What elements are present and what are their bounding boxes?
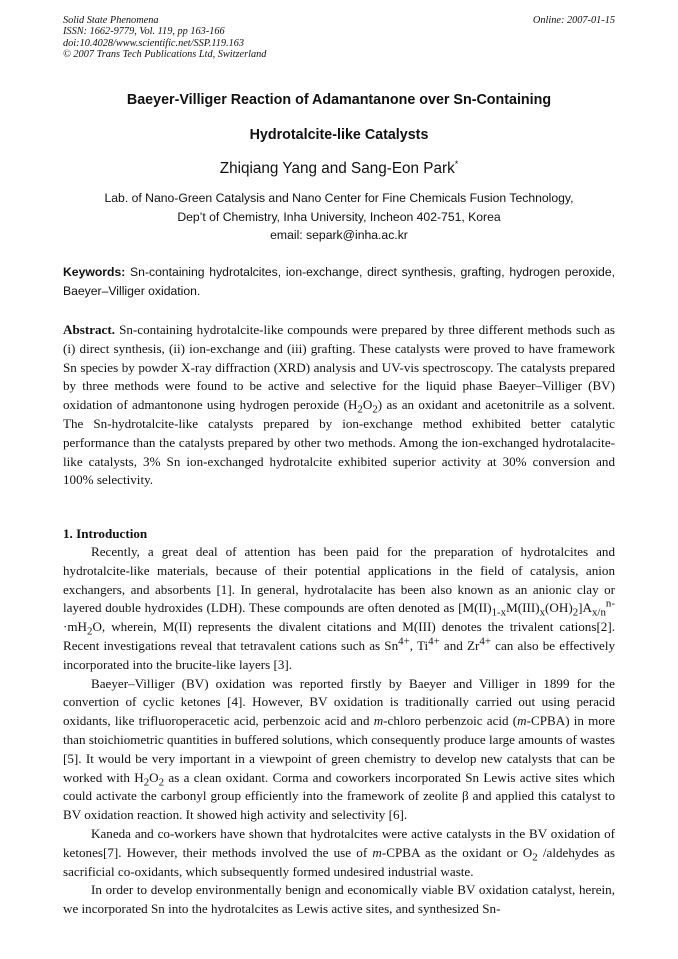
affiliation <box>0 189 678 245</box>
subscript: 2 <box>372 403 378 416</box>
text-run: M(III) <box>506 600 540 616</box>
text-run: ]A <box>578 600 592 616</box>
text-run: Kaneda and co-workers have shown that hydrotalcites were active catalysts in the BV oxidation of ketones[7]. However, their methods involved the use of <box>63 825 615 860</box>
text-run: ·mH <box>63 619 88 635</box>
text-run: (OH) <box>545 600 573 616</box>
journal-name: Solid State Phenomena <box>63 15 159 26</box>
text-run: Baeyer–Villiger (BV) oxidation was reported firstly by Baeyer and Villiger in 1899 for the convertion of cyclic ketones [4]. However, BV oxidation is traditionally carried out using peracid oxidants, like trifluoroperacetic acid, perbenzoic acid and <box>63 675 615 729</box>
author-email: email: separk@inha.ac.kr <box>270 228 408 243</box>
section-heading-introduction: 1. Introduction <box>63 526 148 541</box>
superscript: n- <box>605 598 615 611</box>
subscript: 2 <box>87 625 93 638</box>
italic-run: m <box>372 844 382 860</box>
abstract-text: ) as an oxidant and acetonitrile as a solvent. The Sn-hydrotalcite-like catalysts prepared by ion-exchange method exhibited better catalytic performance than the catalysts prepared by other two methods. Among the ion-exchanged hydrotalacite-like catalysts, 3% Sn ion-exchanged hydrotalcite exhibited superior activity at 30% conversion and 100% selectivity. <box>63 397 616 488</box>
text-run: can also be effectively incorporated into the brucite-like layers [3]. <box>63 637 616 672</box>
text-run: , Ti <box>409 637 429 653</box>
affiliation-line-1: Lab. of Nano-Green Catalysis and Nano Center for Fine Chemicals Fusion Technology, <box>104 191 574 205</box>
intro-paragraph-2 <box>63 675 615 825</box>
text-run: O, wherein, M(II) represents the divalent citations and M(III) denotes the trivalent cations[2]. Recent investigations reveal that tetravalent cations such as Sn <box>63 619 615 653</box>
author-list <box>0 160 678 178</box>
subscript: x <box>539 607 546 619</box>
text-run: O <box>149 769 159 785</box>
author-names: Zhiqiang Yang and Sang-Eon Park <box>219 160 455 177</box>
text-run: and Zr <box>439 637 480 653</box>
text-run: -chloro perbenzoic acid ( <box>383 713 518 729</box>
doi-line: doi:10.4028/www.scientific.net/SSP.119.163 <box>63 37 245 49</box>
affiliation-line-2: Dep’t of Chemistry, Inha University, Incheon 402-751, Korea <box>177 209 501 224</box>
superscript: 4+ <box>398 635 410 648</box>
subscript: 2 <box>143 776 150 789</box>
paper-title-line-1: Baeyer-Villiger Reaction of Adamantanone over Sn-Containing <box>126 92 552 108</box>
superscript: 4+ <box>428 635 440 648</box>
journal-header <box>63 15 615 61</box>
text-run: Recently, a great deal of attention has been paid for the preparation of hydrotalcites and hydrotalcite-like materials, because of their potential applications in the field of catalysis, anion exchangers, and absorbents [1]. In general, hydrotalacite has been also known as an anionic clay or layered double hydroxides (LDH). These compounds are often denoted as [M(II) <box>63 544 615 616</box>
superscript: 4+ <box>479 635 491 648</box>
corresponding-author-mark: * <box>454 158 459 169</box>
keywords-label: Keywords: <box>63 265 126 279</box>
online-date: Online: 2007-01-15 <box>532 15 615 26</box>
issn-line: ISSN: 1662-9779, Vol. 119, pp 163-166 <box>63 26 225 38</box>
text-run: as a clean oxidant. Corma and coworkers incorporated Sn Lewis active sites which could activate the carbonyl group efficiently into the framework of zeolite β and applied this catalyst to BV oxidation reaction. It showed high activity and selectivity [6]. <box>63 769 615 823</box>
copyright-line: © 2007 Trans Tech Publications Ltd, Switzerland <box>63 49 267 61</box>
intro-paragraph-1 <box>63 543 615 675</box>
intro-paragraph-3 <box>63 825 615 881</box>
subscript: 2 <box>357 403 363 416</box>
keywords-text: Sn-containing hydrotalcites, ion-exchange, direct synthesis, grafting, hydrogen peroxide, Baeyer–Villiger oxidation. <box>63 265 615 298</box>
abstract-label: Abstract. <box>63 322 115 337</box>
abstract-text: O <box>362 397 373 413</box>
subscript: 2 <box>572 607 579 619</box>
subscript: 2 <box>158 776 165 789</box>
text-run: /aldehydes as sacrificial co-oxidants, which subsequently formed undesired industrial waste. <box>63 844 615 879</box>
italic-run: m <box>373 713 384 729</box>
text-run: -CPBA as the oxidant or O <box>381 844 533 860</box>
paper-title-line-2: Hydrotalcite-like Catalysts <box>249 127 429 143</box>
subscript: 2 <box>532 851 538 864</box>
italic-run: m <box>517 713 527 729</box>
subscript: x/n <box>591 607 606 619</box>
subscript: 1-x <box>491 607 507 619</box>
text-run: In order to develop environmentally benign and economically viable BV oxidation catalyst, herein, we incorporated Sn into the hydrotalcites as Lewis active sites, and synthesized Sn- <box>63 882 615 917</box>
abstract-text: Sn-containing hydrotalcite-like compounds were prepared by three different methods such as (i) direct synthesis, (ii) ion-exchange and (iii) grafting. These catalysts were proved to have framework Sn species by powder X-ray diffraction (XRD) analysis and UV-vis spectroscopy. The catalysts prepared by three methods were found to be active and selective for the liquid phase Baeyer–Villiger (BV) oxidation of admantonone using hydrogen peroxide (H <box>63 322 615 413</box>
abstract <box>63 321 615 490</box>
keywords <box>63 263 615 301</box>
introduction-body <box>63 543 615 919</box>
text-run: -CPBA) in more than stoichiometric quantities in buffered solutions, which consequently produce large amounts of wastes [5]. It would be very important in a viewpoint of green chemistry to develop new catalysts that can be worked with H <box>63 713 616 785</box>
intro-paragraph-4 <box>63 881 615 919</box>
